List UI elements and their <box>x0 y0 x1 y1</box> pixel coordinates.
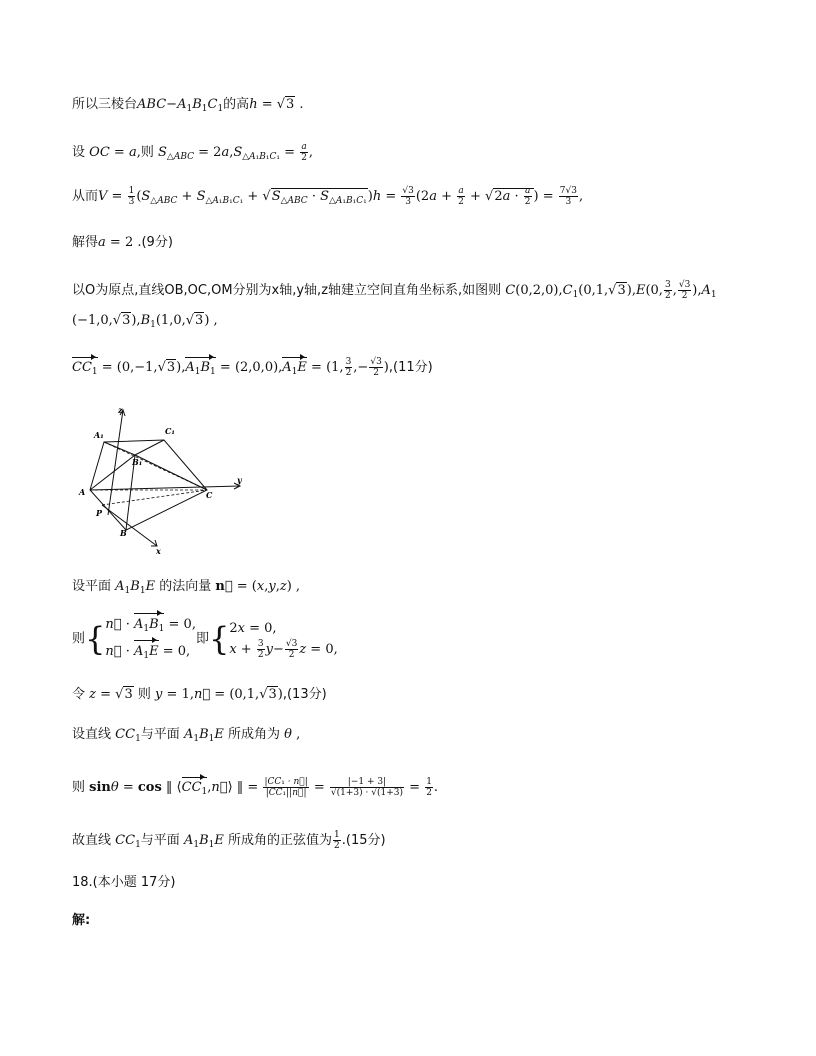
figure-label: z <box>118 405 123 415</box>
line-trapezoid-height: 所以三棱台$ABC-A_1B_1C_1$的高h = √3 . <box>72 97 304 114</box>
x-axis <box>102 505 157 546</box>
question-18-heading: 18.(本小题 17分) <box>72 875 176 890</box>
line-coordinates-cont: $(-1,0,√3),B_1(1,0,√3)$ , <box>72 313 218 330</box>
z-axis <box>108 410 123 515</box>
line-vectors: $CC_1 = (0,-1,√3),A_1B_1 = (2,0,0),A_1E = (1$, $\frac{3}{2}$ ,− $\frac{√3}{2}$ ),(11分) <box>72 356 433 381</box>
line-let-z: 令 z = √3 则 y = 1,n⃗ = (0,1,√3),(13分) <box>72 687 327 702</box>
figure-label: x <box>156 546 161 556</box>
line-normal-vector: 设平面 $A_1B_1E$ 的法向量 n⃗ = (x,y,z) , <box>72 579 301 596</box>
solution-label: 解: <box>72 913 91 928</box>
dashed-a1-c <box>104 442 207 490</box>
geometry-figure <box>72 400 252 560</box>
figure-label: B <box>120 528 127 538</box>
line-conclusion: 故直线 $CC_1$与平面 $A_1B_1E$ 所成角的正弦值为 $\frac{1}{2}$ .(15分) <box>72 830 386 851</box>
line-angle-theta: 设直线 $CC_1$与平面 $A_1B_1E$ 所成角为 θ , <box>72 727 301 744</box>
line-solve-a: 解得a = 2 .(9分) <box>72 235 173 250</box>
line-system: 则{n⃗ · $A_1B_1 = 0$, n⃗ · $A_1E = 0$,即{2x = 0, x + $\frac{3}{2}$ y− $\frac{√3}{2}$ z = 0, <box>72 612 338 666</box>
figure-label: B₁ <box>132 457 143 467</box>
line-coordinate-system: 以O为原点,直线OB,OC,OM分别为x轴,y轴,z轴建立空间直角坐标系,如图则 $C(0,2,0),C_1(0,1,√3),E(0$, $\frac{3}{2}$ , $\frac{√3}{2}$ )$,A_1$ <box>72 280 717 301</box>
figure-label: C <box>206 490 213 500</box>
figure-label: y <box>237 475 242 485</box>
figure-label: C₁ <box>165 426 175 436</box>
line-volume: 从而V = $\frac{1}{3}$ $(S_{\triangle ABC} + S_{\triangle A_1B_1C_1} + √S_{\triangle ABC} \cdot S_{\triangle A_1B_1C_1})h$ = $\frac{√3}{3}$ (2a + $\frac{a}{2}$ + √2a · $\frac{a}{2}$ ) = $\frac{7√3}{3}$ , <box>72 186 584 207</box>
figure-label: P <box>96 508 103 518</box>
line-set-oc: 设 OC = a,则 $S_{\triangle ABC} = 2a,S_{\triangle A_1B_1C_1}$ = $\frac{a}{2}$ , <box>72 142 314 163</box>
edge-b1-c1 <box>135 440 164 455</box>
figure-label: A <box>79 487 86 497</box>
figure-label: A₁ <box>94 430 104 440</box>
solid-edges <box>90 440 207 530</box>
line-sine: 则 sinθ = cos ‖ $⟨CC_1,n⃗⟩$ ‖ = $\frac{\text{|CC₁ · n⃗|}}{\text{|CC₁||n⃗|}}$ = $\frac{|-1 + 3|}{√(1+3) \cdot √(1+3)}$ = $\frac{1}{2}$ . <box>72 776 438 801</box>
